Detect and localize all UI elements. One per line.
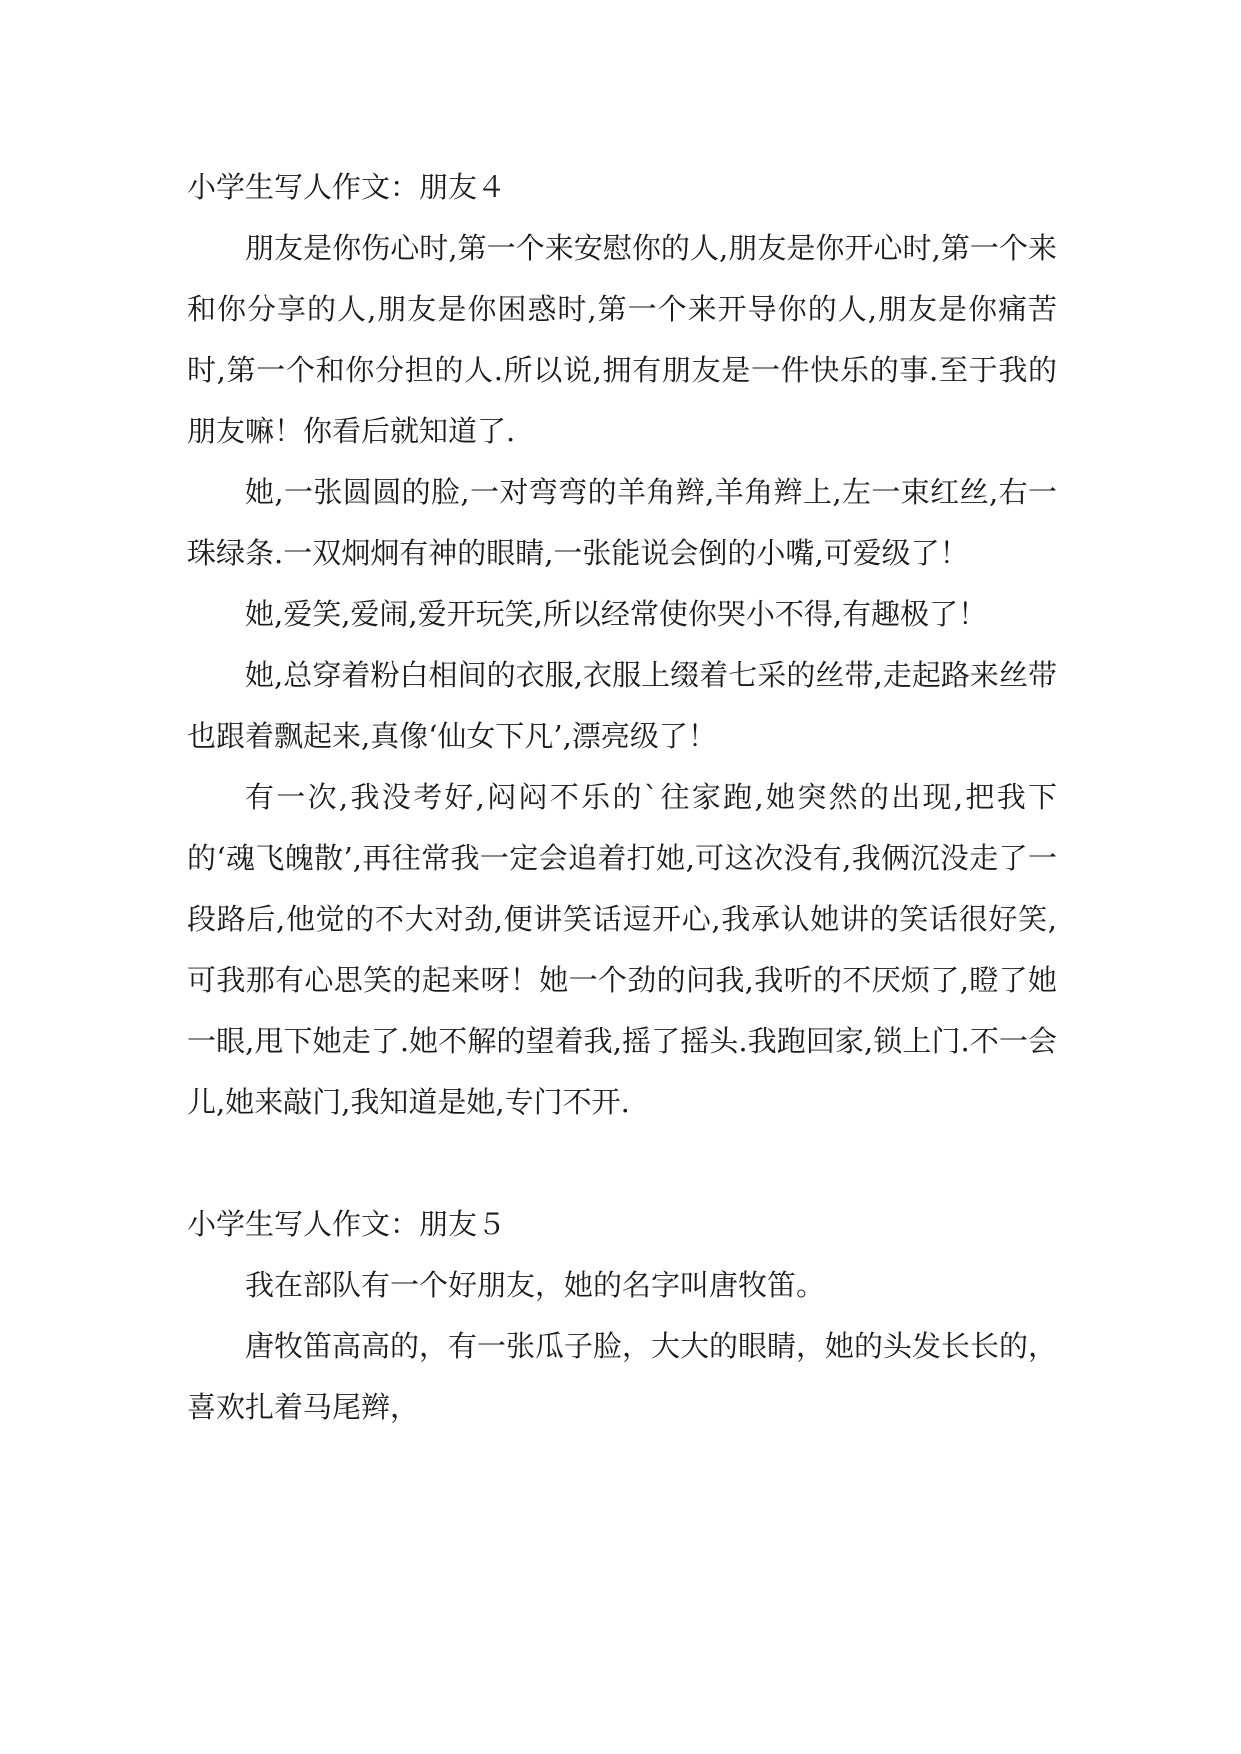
- essay-paragraph: 有一次,我没考好,闷闷不乐的`往家跑,她突然的出现,把我下的‘魂飞魄散’,再往常我一定会追着打她,可这次没有,我俩沉没走了一段路后,他觉的不大对劲,便讲笑话逗开心,我承认她讲的笑话很好笑,可我那有心思笑的起来呀！她一个劲的问我,我听的不厌烦了,瞪了她一眼,甩下她走了.她不解的望着我,摇了摇头.我跑回家,锁上门.不一会儿,她来敲门,我知道是她,专门不开.: [187, 780, 1057, 1119]
- essay-title: 小学生写人作文：朋友５: [187, 1207, 507, 1241]
- essay-paragraph: 她,一张圆圆的脸,一对弯弯的羊角辫,羊角辫上,左一束红丝,右一珠绿条.一双炯炯有神的眼睛,一张能说会倒的小嘴,可爱级了！: [187, 475, 1057, 570]
- essay-friend-4: [187, 157, 1057, 1133]
- essay-paragraph: 她,总穿着粉白相间的衣服,衣服上缀着七采的丝带,走起路来丝带也跟着飘起来,真像‘仙女下凡’,漂亮级了！: [187, 658, 1057, 753]
- essay-paragraph: 朋友是你伤心时,第一个来安慰你的人,朋友是你开心时,第一个来和你分享的人,朋友是你困惑时,第一个来开导你的人,朋友是你痛苦时,第一个和你分担的人.所以说,拥有朋友是一件快乐的事.至于我的朋友嘛！你看后就知道了.: [187, 231, 1057, 448]
- essay-title: 小学生写人作文：朋友４: [187, 170, 507, 204]
- document-body: [187, 157, 1057, 1438]
- essay-paragraph: 唐牧笛高高的，有一张瓜子脸，大大的眼睛，她的头发长长的，喜欢扎着马尾辫，: [187, 1329, 1058, 1424]
- essay-paragraph: 我在部队有一个好朋友，她的名字叫唐牧笛。: [245, 1268, 826, 1302]
- essay-paragraph: 她,爱笑,爱闹,爱开玩笑,所以经常使你哭小不得,有趣极了！: [245, 597, 988, 631]
- essay-friend-5: [187, 1194, 1057, 1438]
